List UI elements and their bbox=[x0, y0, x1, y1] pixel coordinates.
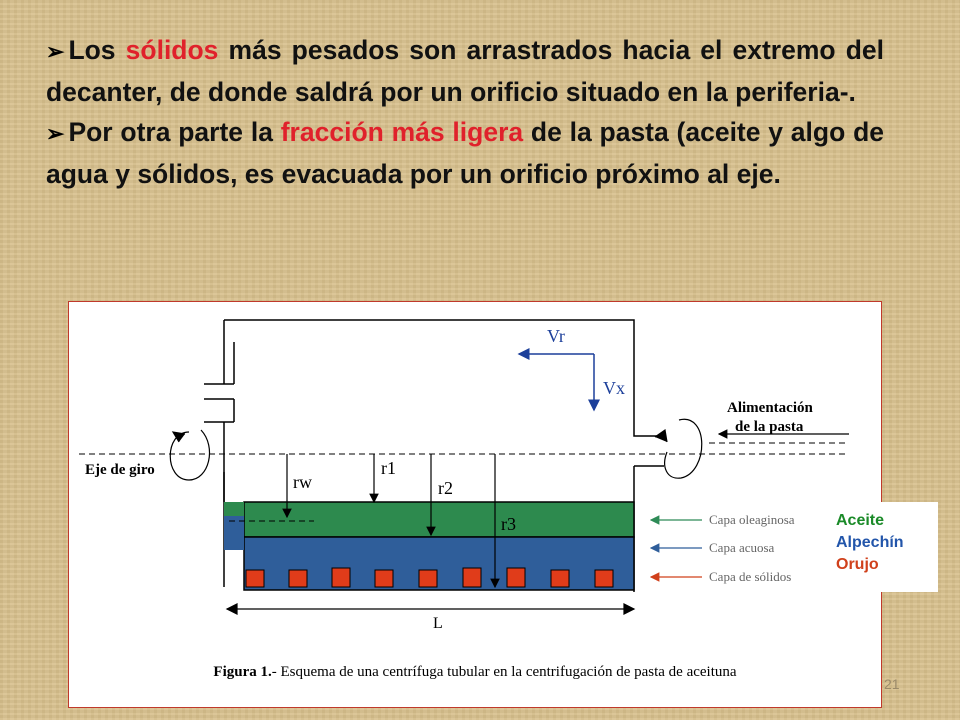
solid-block bbox=[332, 568, 350, 587]
r1-label: r1 bbox=[381, 458, 396, 478]
bullet-highlight: sólidos bbox=[125, 35, 219, 65]
vr-label: Vr bbox=[547, 326, 565, 346]
bullet-text: Los bbox=[68, 35, 126, 65]
solid-block bbox=[507, 568, 525, 587]
legend-orujo: Orujo bbox=[836, 556, 879, 573]
outlet-oil bbox=[224, 502, 244, 516]
solid-block bbox=[246, 570, 264, 587]
caption-text: - Esquema de una centrífuga tubular en la centrifugación de pasta de aceituna bbox=[271, 664, 737, 680]
solid-block bbox=[289, 570, 307, 587]
arrow-bullet-icon: ➢ bbox=[46, 121, 65, 146]
bullet-text: más pesados son arrastrados hacia el extremo del decanter, de donde saldrá por un orificio situado en la periferia-. bbox=[46, 35, 884, 107]
phase-legend bbox=[826, 502, 938, 592]
solid-blocks bbox=[246, 568, 613, 587]
solids-layer-label: Capa de sólidos bbox=[709, 569, 792, 584]
axis-label: Eje de giro bbox=[85, 462, 155, 478]
arrow-bullet-icon: ➢ bbox=[46, 39, 65, 64]
slide-number: 21 bbox=[884, 676, 900, 692]
solid-block bbox=[551, 570, 569, 587]
solid-block bbox=[375, 570, 393, 587]
length-label: L bbox=[433, 615, 443, 632]
r2-label: r2 bbox=[438, 478, 453, 498]
bullet-highlight: fracción más ligera bbox=[280, 117, 524, 147]
bullet-item-light-fraction bbox=[46, 112, 884, 194]
r3-label: r3 bbox=[501, 514, 516, 534]
bullet-text: de la pasta (aceite y algo de agua y sólidos, es evacuada por un orificio próximo al eje. bbox=[46, 117, 884, 189]
figure-caption bbox=[69, 664, 881, 681]
legend-aceite: Aceite bbox=[836, 512, 885, 529]
vx-label: Vx bbox=[603, 378, 625, 398]
solid-block bbox=[419, 570, 437, 587]
feed-label-2: de la pasta bbox=[735, 419, 804, 435]
caption-title: Figura 1. bbox=[213, 664, 272, 680]
centrifuge-diagram bbox=[69, 302, 881, 707]
bullet-list bbox=[46, 30, 884, 194]
length-dimension bbox=[227, 604, 634, 614]
velocity-arrows bbox=[519, 354, 594, 410]
solid-block bbox=[595, 570, 613, 587]
bullet-item-solids bbox=[46, 30, 884, 112]
bullet-text: Por otra parte la bbox=[68, 117, 281, 147]
rotation-icon bbox=[170, 419, 702, 480]
centrifuge-figure bbox=[68, 301, 882, 708]
water-layer-label: Capa acuosa bbox=[709, 540, 775, 555]
rw-label: rw bbox=[293, 472, 312, 492]
oil-layer bbox=[244, 502, 634, 537]
oil-layer-label: Capa oleaginosa bbox=[709, 512, 795, 527]
legend-alpechin: Alpechín bbox=[836, 534, 904, 551]
feed-label-1: Alimentación bbox=[727, 400, 813, 416]
solid-block bbox=[463, 568, 481, 587]
